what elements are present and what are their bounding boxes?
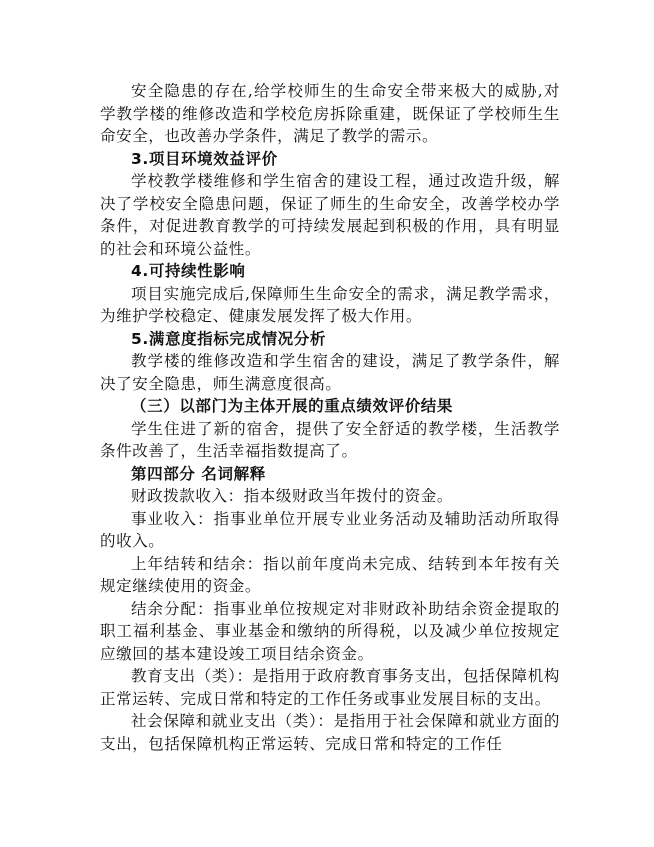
term-balance-distribution: 结余分配：指事业单位按规定对非财政补助结余资金提取的职工福利基金、事业基金和缴纳的所得税，以及减少单位按规定应缴回的基本建设竣工项目结余资金。 (100, 599, 560, 663)
heading-sustainability: 4.可持续性影响 (131, 262, 246, 280)
paragraph-environmental-benefit: 学校教学楼维修和学生宿舍的建设工程，通过改造升级，解决了学校安全隐患问题，保证了师生的生命安全，改善学校办学条件，对促进教育教学的可持续发展起到积极的作用，具有明显的社会和环境公益性。 (100, 172, 560, 258)
heading-environmental-benefit: 3.项目环境效益评价 (131, 149, 278, 168)
paragraph-safety-hazard: 安全隐患的存在,给学校师生的生命安全带来极大的威胁,对学教学楼的维修改造和学校危房拆除重建，既保证了学校师生生命安全，也改善办学条件，满足了教学的需示。 (100, 82, 560, 145)
heading-department-evaluation: （三）以部门为主体开展的重点绩效评价结果 (131, 397, 454, 415)
heading-satisfaction: 5.满意度指标完成情况分析 (131, 329, 326, 348)
term-fiscal-appropriation: 财政拨款收入：指本级财政当年拨付的资金。 (131, 487, 454, 505)
paragraph-satisfaction: 教学楼的维修改造和学生宿舍的建设，满足了教学条件，解决了安全隐患，师生满意度很高。 (100, 352, 560, 393)
term-social-security-expenditure: 社会保障和就业支出（类）：是指用于社会保障和就业方面的支出，包括保障机构正常运转、完成日常和特定的工作任 (100, 712, 560, 753)
term-carryover-balance: 上年结转和结余：指以前年度尚未完成、结转到本年按有关规定继续使用的资金。 (100, 554, 560, 595)
term-business-income: 事业收入：指事业单位开展专业业务活动及辅助活动所取得的收入。 (100, 509, 560, 550)
paragraph-sustainability: 项目实施完成后,保障师生生命安全的需求，满足教学需求，为维护学校稳定、健康发展发挥了极大作用。 (100, 284, 560, 325)
heading-part-four: 第四部分 名词解释 (131, 464, 266, 483)
paragraph-department-evaluation: 学生住进了新的宿舍，提供了安全舒适的教学楼，生活教学条件改善了，生活幸福指数提高了。 (100, 419, 560, 460)
term-education-expenditure: 教育支出（类）：是指用于政府教育事务支出，包括保障机构正常运转、完成日常和特定的工作任务或事业发展目标的支出。 (100, 667, 560, 708)
